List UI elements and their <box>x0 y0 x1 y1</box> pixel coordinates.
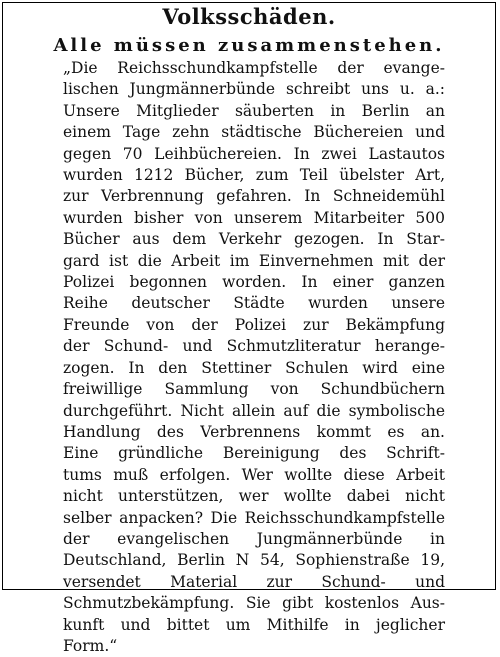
article-line: „Die Reichsschundkampfstelle der evange- <box>63 59 445 77</box>
article-line: lischen Jungmännerbünde schreibt uns u. a.: <box>63 80 445 99</box>
article-line: kunft und bittet um Mithilfe in jeglicher <box>63 615 445 634</box>
article-line: Unsere Mitglieder säuberten in Berlin an <box>63 101 445 120</box>
article-line: Bücher aus dem Verkehr gezogen. In Star- <box>63 230 445 249</box>
article-line: wurden 1212 Bücher, zum Teil übelster Art, <box>63 166 445 185</box>
article-title: Volksschäden. <box>162 4 336 29</box>
article-line: gard ist die Arbeit im Einvernehmen mit der <box>63 251 445 270</box>
article-line: versendet Material zur Schund- und <box>63 572 445 591</box>
article-line: Handlung des Verbrennens kommt es an. <box>63 422 445 441</box>
article-line: der evangelischen Jungmännerbünde in <box>63 529 445 548</box>
article-line: zogen. In den Stettiner Schulen wird eine <box>63 358 445 377</box>
article-line: nicht unterstützen, wer wollte dabei nicht <box>63 487 445 506</box>
article-line: Polizei begonnen worden. In einer ganzen <box>63 273 445 292</box>
article-line: wurden bisher von unserem Mitarbeiter 500 <box>63 208 445 227</box>
newspaper-clipping <box>2 2 496 655</box>
article-line: Deutschland, Berlin N 54, Sophienstraße 19, <box>63 551 445 570</box>
article-line: der Schund- und Schmutzliteratur herange- <box>63 337 445 356</box>
article-line: einem Tage zehn städtische Büchereien und <box>63 123 445 142</box>
article-subtitle: Alle müssen zusammenstehen. <box>53 35 445 56</box>
article-line: Freunde von der Polizei zur Bekämpfung <box>63 315 445 334</box>
article-line: Eine gründliche Bereinigung des Schrift- <box>63 444 445 463</box>
article-line: zur Verbrennung gefahren. In Schneidemühl <box>63 187 445 206</box>
article-line: freiwillige Sammlung von Schundbüchern <box>63 380 445 399</box>
article-line: Schmutzbekämpfung. Sie gibt kostenlos Aus- <box>63 594 445 613</box>
article-line: Form.“ <box>63 636 118 655</box>
article-line: durchgeführt. Nicht allein auf die symbolische <box>63 401 445 420</box>
article-line: tums muß erfolgen. Wer wollte diese Arbeit <box>63 465 445 484</box>
article-body <box>63 58 445 657</box>
article-line: selber anpacken? Die Reichsschundkampfstelle <box>63 508 445 527</box>
article-line: Reihe deutscher Städte wurden unsere <box>63 294 445 313</box>
article-line: gegen 70 Leihbüchereien. In zwei Lastautos <box>63 144 445 163</box>
